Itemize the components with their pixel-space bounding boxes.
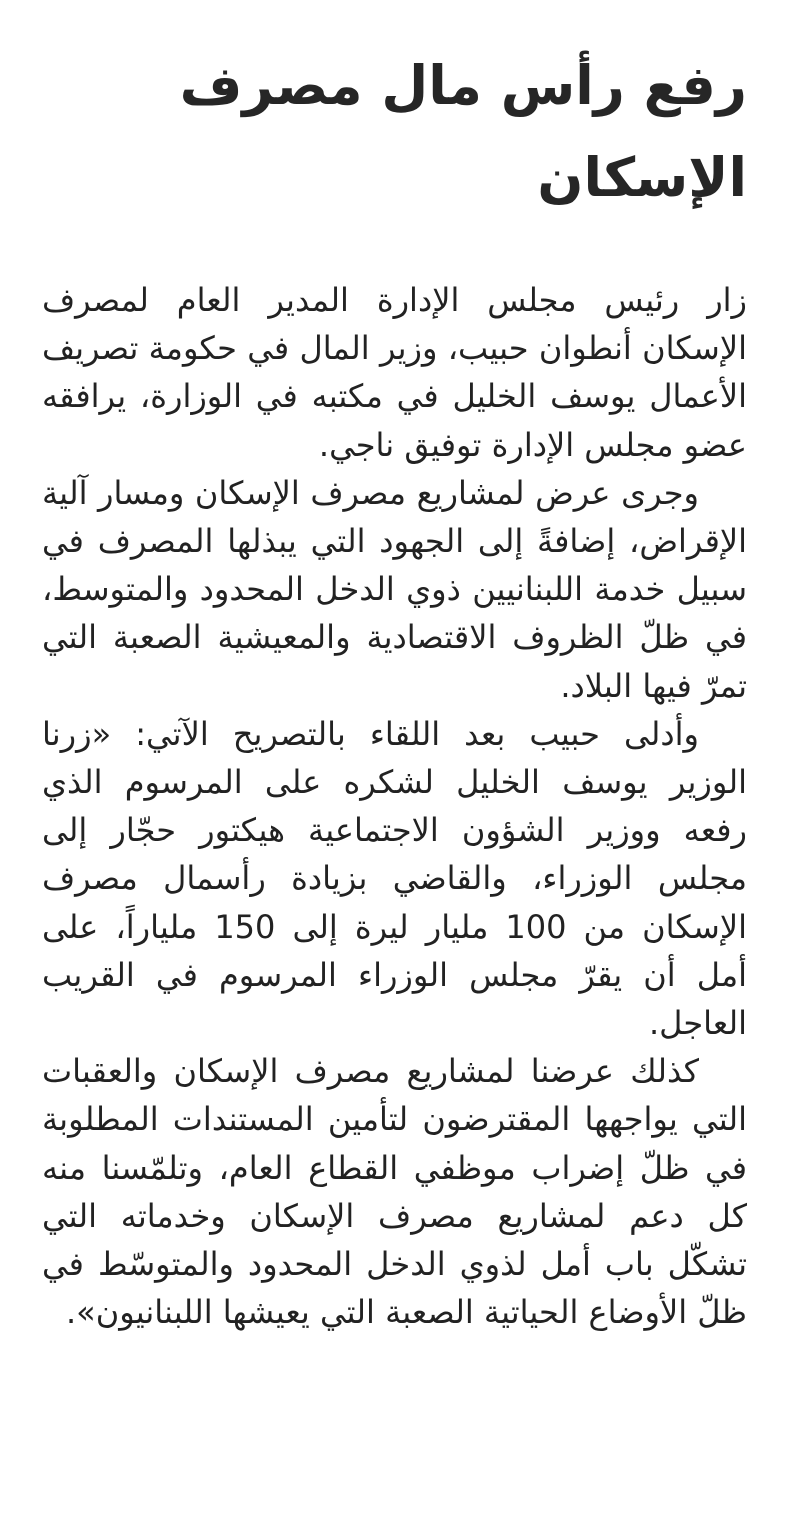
article-paragraph-2: وجرى عرض لمشاريع مصرف الإسكان ومسار آلية الإقراض، إضافةً إلى الجهود التي يبذلها المصرف في سبيل خدمة اللبنانيين ذوي الدخل المحدود والمتوسط، في ظلّ الظروف الاقتصادية والمعيشية الصعبة التي تمرّ فيها البلاد. [42,473,747,705]
news-article [42,40,747,1336]
article-paragraph-3: وأدلى حبيب بعد اللقاء بالتصريح الآتي: «زرنا الوزير يوسف الخليل لشكره على المرسوم الذي رفعه ووزير الشؤون الاجتماعية هيكتور حجّار إلى مجلس الوزراء، والقاضي بزيادة رأسمال مصرف الإسكان من 100 مليار ليرة إلى 150 ملياراً، على أمل أن يقرّ مجلس الوزراء المرسوم في القريب العاجل. [42,714,747,1043]
article-headline: رفع رأس مال مصرف الإسكان [179,54,747,209]
article-paragraph-1: زار رئيس مجلس الإدارة المدير العام لمصرف الإسكان أنطوان حبيب، وزير المال في حكومة تصريف الأعمال يوسف الخليل في مكتبه في الوزارة، يرافقه عضو مجلس الإدارة توفيق ناجي. [42,281,747,464]
article-body [42,276,747,1336]
article-paragraph-4: كذلك عرضنا لمشاريع مصرف الإسكان والعقبات التي يواجهها المقترضون لتأمين المستندات المطلوبة في ظلّ إضراب موظفي القطاع العام، وتلمّسنا منه كل دعم لمشاريع مصرف الإسكان وخدماته التي تشكّل باب أمل لذوي الدخل المحدود والمتوسّط في ظلّ الأوضاع الحياتية الصعبة التي يعيشها اللبنانيون». [42,1052,747,1332]
